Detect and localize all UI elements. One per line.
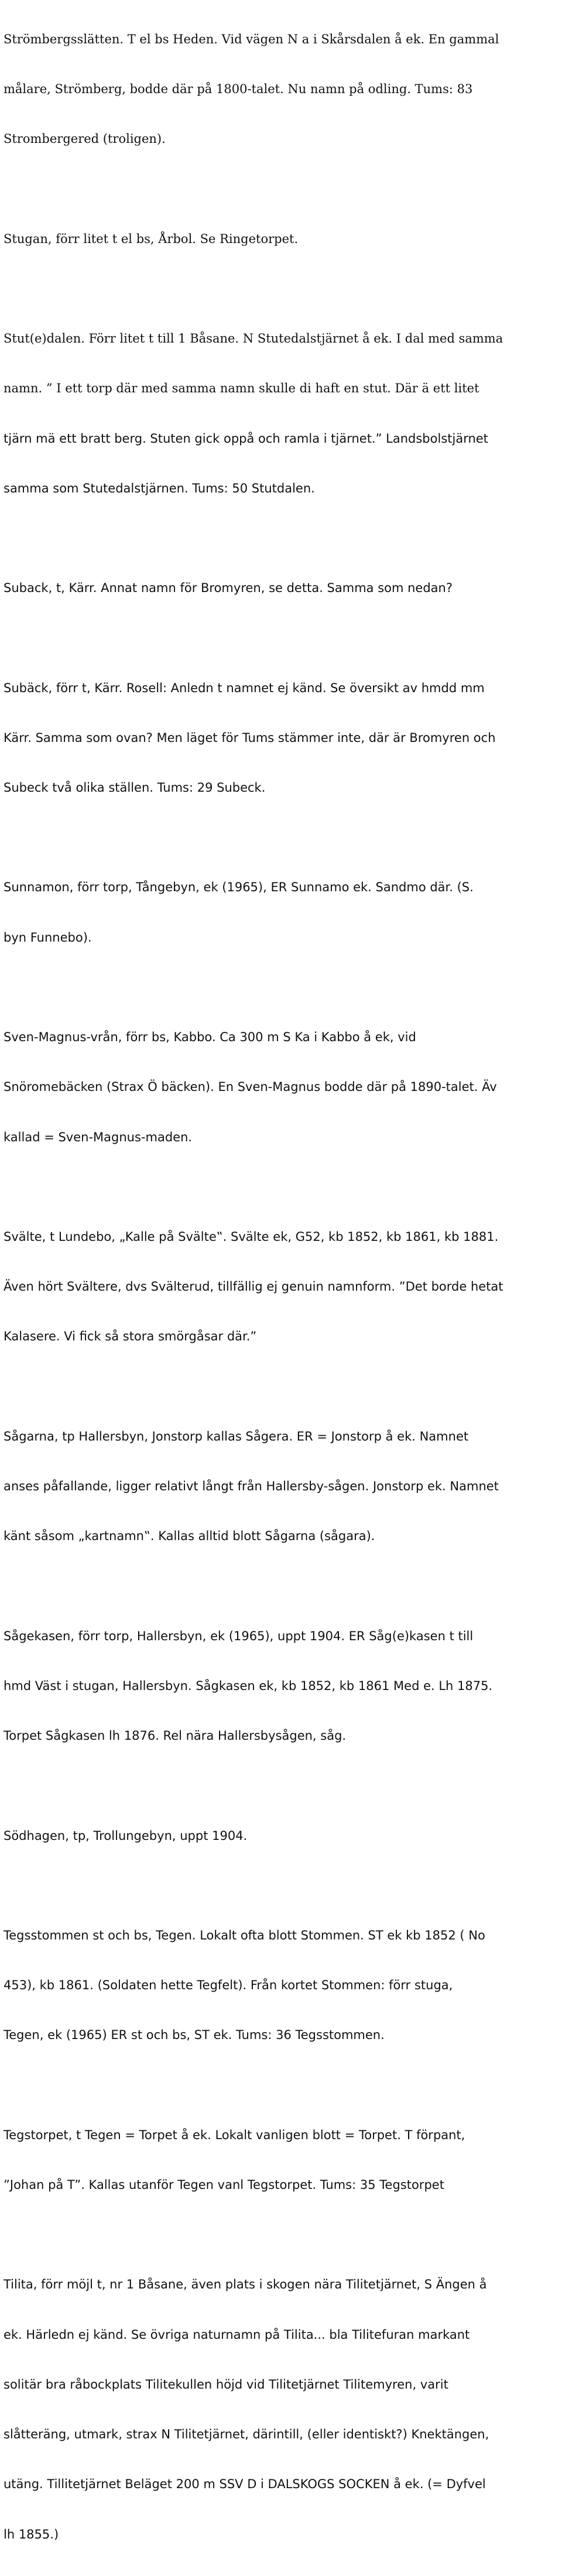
entry-sagekasen	[4, 1595, 560, 1777]
entry-sven-magnus-vran	[4, 995, 560, 1178]
entry-stugan	[4, 197, 560, 280]
entry-svalte	[4, 1195, 560, 1378]
entry-line: Sågarna, tp Hallersbyn, Jonstorp kallas Sågera. ER = Jonstorp å ek. Namnet	[4, 1429, 469, 1443]
entry-line: Torpet Sågkasen lh 1876. Rel nära Hallersbysågen, såg.	[4, 1729, 347, 1743]
entry-line: utäng. Tillitetjärnet Beläget 200 m SSV D i DALSKOGS SOCKEN å ek. (= Dyfvel	[4, 2477, 486, 2492]
entry-line: Suback, t, Kärr. Annat namn för Bromyren, se detta. Samma som nedan?	[4, 581, 453, 596]
entry-line: slåtteräng, utmark, strax N Tilitetjärnet, därintill, (eller identiskt?) Knektängen,	[4, 2427, 489, 2442]
document-page	[4, 0, 560, 2576]
entry-line: Kalasere. Vi fick så stora smörgåsar där.”	[4, 1329, 257, 1344]
entry-line: målare, Strömberg, bodde där på 1800-talet. Nu namn på odling. Tums: 83	[4, 82, 473, 97]
entry-line: Stugan, förr litet t el bs, Årbol. Se Ringetorpet.	[4, 231, 299, 246]
entry-line: tjärn mä ett bratt berg. Stuten gick oppå och ramla i tjärnet.” Landsbolstjärnet	[4, 431, 488, 446]
entry-tegsstommen	[4, 1894, 560, 2076]
entry-line: Tegsstommen st och bs, Tegen. Lokalt ofta blott Stommen. ST ek kb 1852 ( No	[4, 1928, 485, 1942]
entry-line: kallad = Sven-Magnus-maden.	[4, 1130, 193, 1144]
entry-line: Kärr. Samma som ovan? Men läget för Tums stämmer inte, där är Bromyren och	[4, 730, 496, 745]
entry-line: Strömbergsslätten. T el bs Heden. Vid vägen N a i Skårsdalen å ek. En gammal	[4, 32, 499, 46]
entry-line: Tegstorpet, t Tegen = Torpet å ek. Lokalt vanligen blott = Torpet. T förpant,	[4, 2127, 465, 2142]
entry-line: namn. ” I ett torp där med samma namn skulle di haft en stut. Där ä ett litet	[4, 381, 479, 396]
entry-sunnamon	[4, 846, 560, 979]
entry-stutedalen	[4, 297, 560, 530]
entry-line: känt såsom „kartnamn‟. Kallas alltid blott Sågarna (sågara).	[4, 1529, 375, 1544]
entry-line: byn Funnebo).	[4, 930, 92, 945]
entry-line: lh 1855.)	[4, 2527, 59, 2541]
entry-tilita	[4, 2243, 560, 2576]
entry-line: ek. Härledn ej känd. Se övriga naturnamn på Tilita... bla Tilitefuran markant	[4, 2327, 470, 2342]
entry-line: Subeck två olika ställen. Tums: 29 Subeck.	[4, 781, 266, 795]
entry-line: Sunnamon, förr torp, Tångebyn, ek (1965), ER Sunnamo ek. Sandmo där. (S.	[4, 880, 474, 895]
entry-line: Tegen, ek (1965) ER st och bs, ST ek. Tums: 36 Tegsstommen.	[4, 2028, 385, 2043]
entry-line: Subäck, förr t, Kärr. Rosell: Anledn t namnet ej känd. Se översikt av hmdd mm	[4, 680, 485, 695]
entry-line: Strombergered (troligen).	[4, 132, 166, 146]
entry-line: Även hört Svältere, dvs Svälterud, tillfällig ej genuin namnform. ”Det borde hetat	[4, 1280, 503, 1294]
entry-line: 453), kb 1861. (Soldaten hette Tegfelt). Från kortet Stommen: förr stuga,	[4, 1978, 453, 1993]
entry-line: Snöromebäcken (Strax Ö bäcken). En Sven-Magnus bodde där på 1890-talet. Äv	[4, 1080, 497, 1094]
entry-line: anses påfallande, ligger relativt långt från Hallersby-sågen. Jonstorp ek. Namnet	[4, 1479, 499, 1494]
entry-line: Sven-Magnus-vrån, förr bs, Kabbo. Ca 300 m S Ka i Kabbo å ek, vid	[4, 1030, 416, 1045]
entry-line: Stut(e)dalen. Förr litet t till 1 Båsane. N Stutedalstjärnet å ek. I dal med samma	[4, 331, 503, 346]
entry-sagarna	[4, 1395, 560, 1578]
entry-line: Tilita, förr möjl t, nr 1 Båsane, även plats i skogen nära Tilitetjärnet, S Ängen å	[4, 2277, 487, 2292]
entry-strombergsslatten	[4, 0, 560, 180]
entry-line: solitär bra råbockplats Tilitekullen höjd vid Tilitetjärnet Tilitemyren, varit	[4, 2377, 448, 2392]
entry-line: hmd Väst i stugan, Hallersbyn. Sågkasen ek, kb 1852, kb 1861 Med e. Lh 1875.	[4, 1678, 493, 1693]
entry-subeck	[4, 646, 560, 829]
entry-line: samma som Stutedalstjärnen. Tums: 50 Stutdalen.	[4, 481, 315, 495]
entry-sodhagen	[4, 1794, 560, 1877]
entry-suback	[4, 546, 560, 630]
entry-line: Sågekasen, förr torp, Hallersbyn, ek (1965), uppt 1904. ER Såg(e)kasen t till	[4, 1629, 474, 1643]
entry-line: Södhagen, tp, Trollungebyn, uppt 1904.	[4, 1828, 248, 1843]
entry-tegstorpet	[4, 2093, 560, 2226]
entry-line: Svälte, t Lundebo, „Kalle på Svälte‟. Svälte ek, G52, kb 1852, kb 1861, kb 1881.	[4, 1229, 499, 1244]
entry-line: ”Johan på T”. Kallas utanför Tegen vanl Tegstorpet. Tums: 35 Tegstorpet	[4, 2178, 444, 2192]
